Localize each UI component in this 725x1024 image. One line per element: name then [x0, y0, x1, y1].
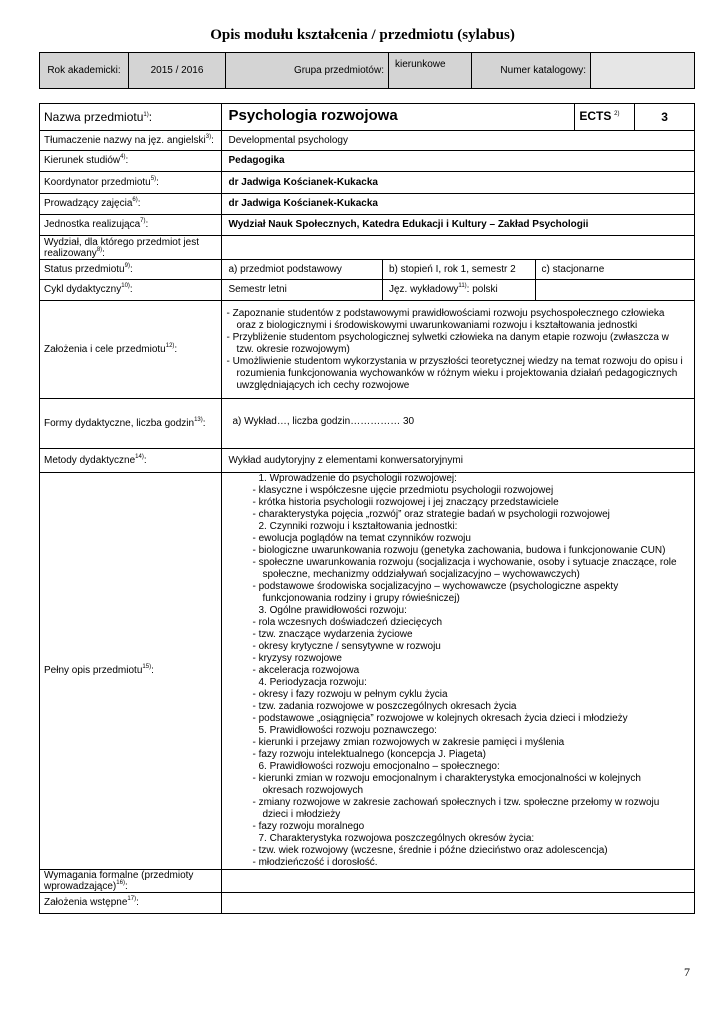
- opis-item: - kierunki i przejawy zmian rozwojowych w zakresie pamięci i myślenia: [252, 737, 565, 748]
- numer-label: Numer katalogowy:: [472, 53, 591, 89]
- opis-section: 7. Charakterystyka rozwojowa poszczególnych okresów życia:: [258, 833, 535, 844]
- empty-cell: [535, 280, 695, 301]
- opis-item: - społeczne uwarunkowania rozwoju (socjalizacja i wychowanie, osoby i sytuacje znaczące, role społeczne, mechanizmy oddziaływań socjalizacyjno – wychowawczych): [252, 557, 677, 580]
- wydz-value: [222, 236, 695, 260]
- opis-item: - kierunki zmian w rozwoju emocjonalnym i charakterystyka emocjonalności w kolejnych okresach rozwojowych: [252, 773, 641, 796]
- opis-item: - rola wczesnych doświadczeń dziecięcych: [252, 617, 443, 628]
- zalw-label-cell: Założenia wstępne$^{17)}$:: [40, 893, 222, 914]
- opis-item: - charakterystyka pojęcia „rozwój” oraz strategie badań w psychologii rozwojowej: [252, 509, 610, 520]
- course-name: Psychologia rozwojowa: [222, 104, 575, 131]
- rok-value: 2015 / 2016: [129, 53, 226, 89]
- opis-item: - kryzysy rozwojowe: [252, 653, 342, 664]
- prow-value: dr Jadwiga Kościanek-Kukacka: [222, 194, 695, 215]
- nazwa-label-cell: Nazwa przedmiotu$^{1)}$:: [40, 104, 222, 131]
- cykl-value: Semestr letni: [222, 280, 382, 301]
- opis-item: - krótka historia psychologii rozwojowej i jej znaczący przedstawiciele: [252, 497, 559, 508]
- kier-value: Pedagogika: [222, 151, 695, 172]
- page-number: 7: [684, 965, 690, 979]
- ects-label-cell: ECTS $^{2)}$: [575, 104, 635, 131]
- koord-value: dr Jadwiga Kościanek-Kukacka: [222, 172, 695, 194]
- opis-item: - ewolucja poglądów na temat czynników rozwoju: [252, 533, 471, 544]
- formy-value: a) Wykład…, liczba godzin…………… 30: [222, 399, 695, 449]
- zalw-value: [222, 893, 695, 914]
- opis-section: 6. Prawidłowości rozwoju emocjonalno – społecznego:: [258, 761, 500, 772]
- zal-label-cell: Założenia i cele przedmiotu$^{12)}$:: [40, 301, 222, 399]
- grupa-value: kierunkowe: [389, 53, 472, 89]
- rok-label: Rok akademicki:: [40, 53, 129, 89]
- page-title: Opis modułu kształcenia / przedmiotu (sylabus): [210, 27, 515, 43]
- jedn-label-cell: Jednostka realizująca$^{7)}$:: [40, 215, 222, 236]
- jedn-value: Wydział Nauk Społecznych, Katedra Edukacji i Kultury – Zakład Psychologii: [222, 215, 695, 236]
- opis-item: - akceleracja rozwojowa: [252, 665, 360, 676]
- formy-label-cell: Formy dydaktyczne, liczba godzin$^{13)}$:: [40, 399, 222, 449]
- opis-item: - tzw. znaczące wydarzenia życiowe: [252, 629, 413, 640]
- tlum-value: Developmental psychology: [222, 131, 695, 151]
- zal-value: [222, 301, 695, 399]
- zal-item: - Umożliwienie studentom wykorzystania w przyszłości teoretycznej wiedzy na temat rozwoju do opisu i rozumienia funkcjonowania wychowanków w różnym wieku i projektowania działań pedagogicznych uwzględniających ich cechy rozwojowe: [226, 355, 683, 391]
- status-c: c) stacjonarne: [535, 260, 695, 280]
- opis-section: 5. Prawidłowości rozwoju poznawczego:: [258, 725, 437, 736]
- opis-section: 2. Czynniki rozwoju i kształtowania jednostki:: [258, 521, 458, 532]
- jezyk-cell: Jęz. wykładowy$^{11)}$: polski: [382, 280, 535, 301]
- opis-label-cell: Pełny opis przedmiotu$^{15)}$:: [40, 473, 222, 870]
- opis-item: - podstawowe „osiągnięcia” rozwojowe w kolejnych okresach życia dzieci i młodzieży: [252, 713, 628, 724]
- opis-item: - biologiczne uwarunkowania rozwoju (genetyka zachowania, budowa i funkcjonowanie CUN): [252, 545, 666, 556]
- opis-section: 3. Ogólne prawidłowości rozwoju:: [258, 605, 407, 616]
- kier-label-cell: Kierunek studiów$^{4)}$:: [40, 151, 222, 172]
- opis-list: [252, 473, 684, 869]
- opis-item: - klasyczne i współczesne ujęcie przedmiotu psychologii rozwojowej: [252, 485, 554, 496]
- metody-value: Wykład audytoryjny z elementami konwersatoryjnymi: [222, 449, 695, 473]
- status-label-cell: Status przedmiotu$^{9)}$:: [40, 260, 222, 280]
- opis-item: - fazy rozwoju moralnego: [252, 821, 365, 832]
- wydz-label-cell: Wydział, dla którego przedmiot jest realizowany$^{8)}$:: [40, 236, 222, 260]
- metody-label-cell: Metody dydaktyczne$^{14)}$:: [40, 449, 222, 473]
- opis-item: - podstawowe środowiska socjalizacyjno – wychowawcze (psychologiczne aspekty funkcjonowania rodziny i grupy rówieśniczej): [252, 581, 619, 604]
- wym-value: [222, 870, 695, 893]
- zal-item: - Zapoznanie studentów z podstawowymi prawidłowościami rozwoju psychospołecznego człowieka oraz z biologicznymi i środowiskowymi uwarunkowaniami rozwoju i kształtowania jednostki: [226, 307, 665, 331]
- opis-item: - zmiany rozwojowe w zakresie zachowań społecznych i tzw. społeczne przełomy w rozwoju dzieci i młodzieży: [252, 797, 660, 820]
- status-b: b) stopień I, rok 1, semestr 2: [382, 260, 535, 280]
- ects-value: 3: [635, 104, 695, 131]
- syllabus-table: [39, 103, 695, 914]
- cykl-label-cell: Cykl dydaktyczny$^{10)}$:: [40, 280, 222, 301]
- prow-label-cell: Prowadzący zajęcia$^{6)}$:: [40, 194, 222, 215]
- opis-item: - tzw. wiek rozwojowy (wczesne, średnie i późne dzieciństwo oraz adolescencja): [252, 845, 608, 856]
- numer-value: [591, 53, 695, 89]
- opis-item: - okresy i fazy rozwoju w pełnym cyklu życia: [252, 689, 448, 700]
- koord-label-cell: Koordynator przedmiotu$^{5)}$:: [40, 172, 222, 194]
- status-a: a) przedmiot podstawowy: [222, 260, 382, 280]
- opis-item: - tzw. zadania rozwojowe w poszczególnych okresach życia: [252, 701, 517, 712]
- grupa-label: Grupa przedmiotów:: [226, 53, 389, 89]
- opis-item: - fazy rozwoju intelektualnego (koncepcja J. Piageta): [252, 749, 486, 760]
- opis-section: 4. Periodyzacja rozwoju:: [258, 677, 367, 688]
- wym-label-cell: Wymagania formalne (przedmioty wprowadzające)$^{16)}$:: [40, 870, 222, 893]
- opis-section: 1. Wprowadzenie do psychologii rozwojowej:: [258, 473, 457, 484]
- opis-item: - młodzieńczość i dorosłość.: [252, 857, 378, 868]
- tlum-label-cell: Tłumaczenie nazwy na jęz. angielski$^{3)}$:: [40, 131, 222, 151]
- opis-value: [222, 473, 695, 870]
- course-header-table: [39, 52, 695, 89]
- zal-item: - Przybliżenie studentom psychologicznej sylwetki człowieka na danym etapie rozwoju (zwłaszcza w tzw. okresie rozwojowym): [226, 331, 669, 355]
- opis-item: - okresy krytyczne / sensytywne w rozwoju: [252, 641, 441, 652]
